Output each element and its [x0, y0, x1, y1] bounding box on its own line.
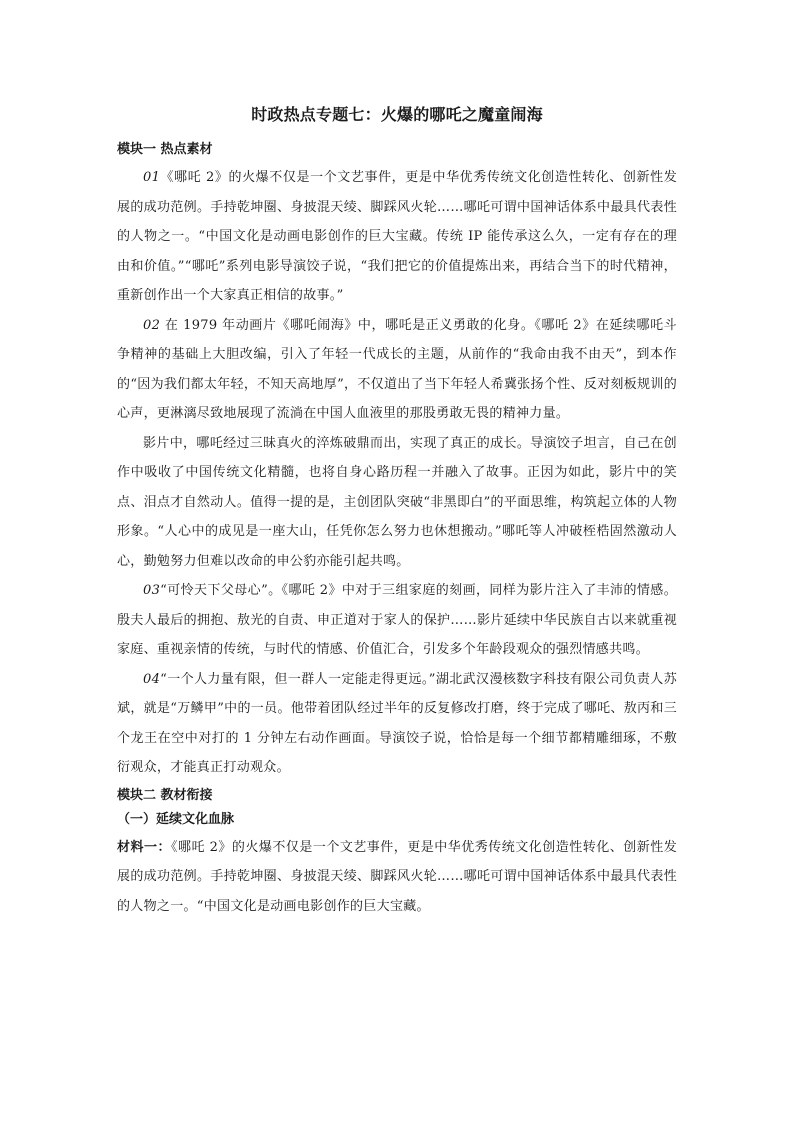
module2-heading: 模块二 教材衔接 [117, 787, 213, 803]
document-page [117, 103, 677, 921]
paragraph-02-continued [117, 429, 677, 577]
paragraph-number: 02 [143, 317, 161, 333]
material-text: 《哪吒 2》的火爆不仅是一个文艺事件，更是中华优秀传统文化创造性转化、创新性发展的成功范例。手持乾坤圈、身披混天绫、脚踩风火轮……哪吒可谓中国神话体系中最具代表性的人物之一。“中国文化是动画电影创作的巨大宝藏。 [117, 839, 677, 914]
paragraph-text: 影片中，哪吒经过三昧真火的淬炼破鼎而出，实现了真正的成长。导演饺子坦言，自己在创作中吸收了中国传统文化精髓，也将自身心路历程一并融入了故事。正因为如此，影片中的笑点、泪点才自然动人。值得一提的是，主创团队突破“非黑即白”的平面思维，构筑起立体的人物形象。“人心中的成见是一座大山，任凭你怎么努力也休想搬动。”哪吒等人冲破桎梏固然激动人心，勤勉努力但难以改命的申公豹亦能引起共鸣。 [117, 435, 677, 569]
paragraph-03 [117, 576, 677, 665]
paragraph-text: “一个人力量有限，但一群人一定能走得更远。”湖北武汉漫核数字科技有限公司负责人苏斌，就是“万鳞甲”中的一员。他带着团队经过半年的反复修改打磨，终于完成了哪吒、敖丙和三个龙王在空中对打的 1 分钟左右动作画面。导演饺子说，恰恰是每一个细节都精雕细琢，不敷衍观众，才能真正打动观众。 [117, 671, 677, 775]
paragraph-text: 在 1979 年动画片《哪吒闹海》中，哪吒是正义勇敢的化身。《哪吒 2》在延续哪吒斗争精神的基础上大胆改编，引入了年轻一代成长的主题，从前作的“我命由我不由天”，到本作的“因为我们都太年轻，不知天高地厚”，不仅道出了当下年轻人希冀张扬个性、反对刻板规训的心声，更淋漓尽致地展现了流淌在中国人血液里的那股勇敢无畏的精神力量。 [117, 317, 677, 421]
paragraph-01 [117, 163, 677, 311]
material-label: 材料一： [117, 839, 171, 855]
module1-heading: 模块一 热点素材 [117, 142, 213, 157]
paragraph-text: “可怜天下父母心”。《哪吒 2》中对于三组家庭的刻画，同样为影片注入了丰沛的情感。殷夫人最后的拥抱、敖光的自责、申正道对于家人的保护……影片延续中华民族自古以来就重视家庭、重视亲情的传统，与时代的情感、价值汇合，引发多个年龄段观众的强烈情感共鸣。 [117, 583, 677, 657]
paragraph-number: 01 [143, 170, 161, 185]
paragraph-number: 03 [143, 583, 161, 598]
paragraph-number: 04 [143, 671, 161, 687]
section-heading: （一）延续文化血脉 [117, 811, 235, 827]
material-one [117, 833, 677, 922]
paragraph-04 [117, 665, 677, 783]
paragraph-02 [117, 311, 677, 429]
page-title: 时政热点专题七：火爆的哪吒之魔童闹海 [251, 105, 543, 124]
paragraph-text: 《哪吒 2》的火爆不仅是一个文艺事件，更是中华优秀传统文化创造性转化、创新性发展的成功范例。手持乾坤圈、身披混天绫、脚踩风火轮……哪吒可谓中国神话体系中最具代表性的人物之一。“中国文化是动画电影创作的巨大宝藏。传统 IP 能传承这么久，一定有存在的理由和价值。”“哪吒”系列电影导演饺子说，“我们把它的价值提炼出来，再结合当下的时代精神，重新创作出一个大家真正相信的故事。” [117, 170, 677, 303]
